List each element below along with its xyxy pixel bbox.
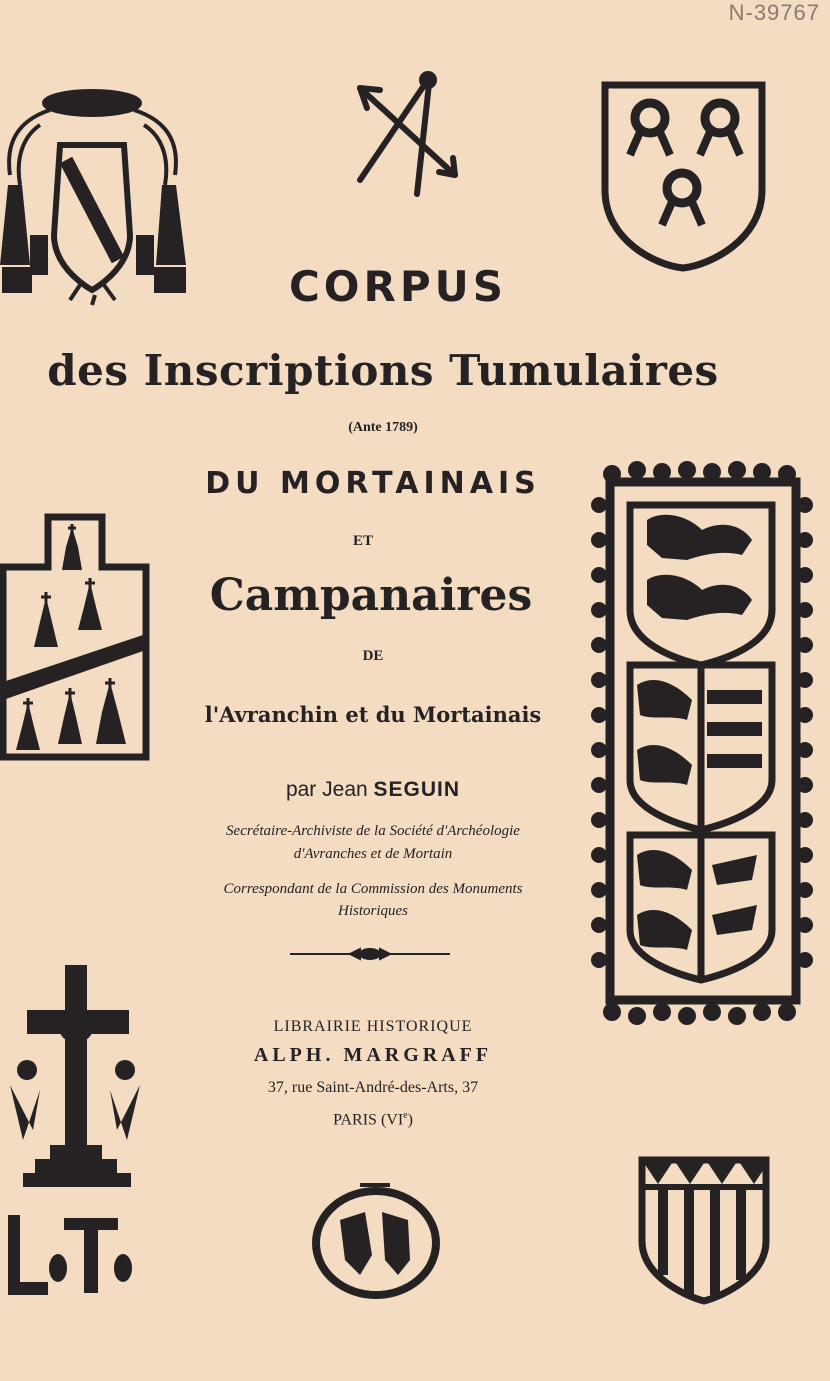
- publisher-name: ALPH. MARGRAFF: [253, 1044, 493, 1066]
- author-line: [0, 778, 746, 802]
- publisher-city-end: ): [407, 1111, 413, 1129]
- shelfmark: N-39767: [728, 0, 820, 25]
- author-role-2b: Historiques: [337, 903, 408, 919]
- chevron-stripes-shield-icon: [638, 1156, 770, 1306]
- title-date-note: (Ante 1789): [348, 420, 418, 435]
- title-campanaires: Campanaires: [209, 570, 533, 621]
- title-conjunction: ET: [352, 533, 373, 549]
- author-role-2a: Correspondant de la Commission des Monuments: [223, 881, 523, 897]
- title-avranchin: l'Avranchin et du Mortainais: [204, 702, 542, 727]
- publisher-city: [0, 1110, 746, 1129]
- compass-square-icon: [355, 70, 465, 200]
- publisher-address: 37, rue Saint-André-des-Arts, 37: [267, 1079, 479, 1096]
- title-corpus: CORPUS: [288, 262, 507, 311]
- ornament-rule-icon: [290, 946, 450, 962]
- author-surname: SEGUIN: [373, 778, 461, 801]
- author-role-1a: Secrétaire-Archiviste de la Société d'Archéologie: [226, 823, 520, 839]
- author-prefix: par Jean: [285, 778, 368, 801]
- title-du-mortainais: DU MORTAINAIS: [205, 466, 541, 501]
- bell-seal-icon: [310, 1180, 445, 1300]
- publisher-line: LIBRAIRIE HISTORIQUE: [273, 1018, 473, 1035]
- publisher-city-main: PARIS (VI: [333, 1111, 404, 1129]
- title-inscriptions: des Inscriptions Tumulaires: [47, 346, 719, 395]
- author-role-1b: d'Avranches et de Mortain: [293, 846, 453, 862]
- calvary-cross-icon: [5, 965, 145, 1190]
- seal-initials-icon: [8, 1210, 143, 1300]
- publisher-city-sup: e: [403, 1110, 408, 1121]
- title-preposition: DE: [362, 648, 384, 664]
- three-rings-shield-icon: [600, 80, 770, 270]
